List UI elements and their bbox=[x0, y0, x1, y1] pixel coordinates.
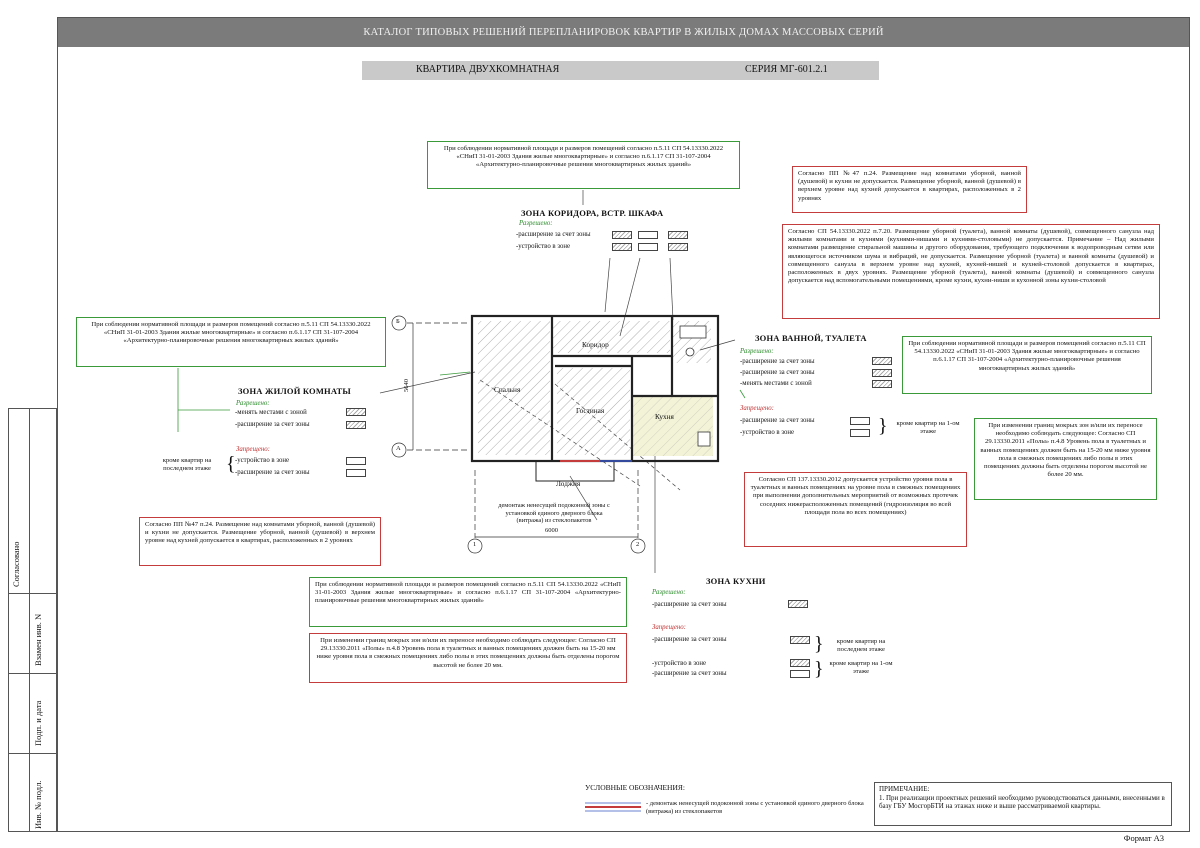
room-kitchen: Кухня bbox=[655, 412, 674, 421]
series-label: СЕРИЯ МГ-601.2.1 bbox=[745, 64, 828, 75]
plan-callout: демонтаж ненесущей подоконной зоны с установкой единого дверного блока (витража) из стеклопакетов bbox=[498, 502, 610, 525]
corridor-hatch bbox=[552, 321, 670, 353]
zone-corridor-row-1: -расширение за счет зоны bbox=[516, 231, 591, 238]
note-left-red: Согласно ПП №47 п.24. Размещение над комнатами уборной, ванной (душевой) и кухни не допускается. Размещение уборной, ванной (душевой) в верхнем уровне над кухней допускается в квартирах, расположенных в 2 уровнях bbox=[139, 517, 381, 566]
note-right-green: При соблюдении нормативной площади и размеров помещений согласно п.5.11 СП 54.13330.2022 «СНиП 31-01-2003 Здания жилые многоквартирные» и согласно п.6.1.17 СП 31-107-2004 «Архитектурно-планировочные решения многоквартирных жилых зданий» bbox=[902, 336, 1152, 394]
zone-living-title: ЗОНА ЖИЛОЙ КОМНАТЫ bbox=[238, 386, 351, 396]
banner-title: КАТАЛОГ ТИПОВЫХ РЕШЕНИЙ ПЕРЕПЛАНИРОВОК КВАРТИР В ЖИЛЫХ ДОМАХ МАССОВЫХ СЕРИЙ bbox=[363, 27, 884, 38]
note-bottom-green: При соблюдении нормативной площади и размеров помещений согласно п.5.11 СП 54.13330.2022 «СНиП 31-01-2003 Здания жилые многоквартирные» и согласно п.6.1.17 СП 31-107-2004 «Архитектурно-планировочные решения многоквартирных жилых зданий» bbox=[309, 577, 627, 627]
axis-1: 1 bbox=[473, 541, 477, 548]
zone-bath-frow-1: -расширение за счет зоны bbox=[740, 417, 815, 424]
tb-sign: Подп. и дата bbox=[33, 700, 43, 746]
zone-corridor-allowed: Разрешено: bbox=[519, 220, 553, 227]
room-loggia: Лоджия bbox=[556, 479, 581, 488]
bathtub bbox=[680, 326, 706, 338]
room-living: Гостиная bbox=[576, 406, 605, 415]
zone-corridor-title: ЗОНА КОРИДОРА, ВСТР. ШКАФА bbox=[521, 208, 664, 218]
zone-kitchen-forbidden: Запрещено: bbox=[652, 624, 686, 631]
note-bottom-red: При изменении границ мокрых зон и/или их переносе необходимо соблюдать следующее: Согласно СП 29.13330.2011 «Полы» п.4.8 Уровень пола в туалетных и ванных помещениях должен быть на 15-20 мм ниже уровня пола в смежных помещениях либо полы в этих помещениях должны быть отделены порогом высотой не более 20 мм. bbox=[309, 633, 627, 683]
legend-text: - демонтаж ненесущей подоконной зоны с установкой единого дверного блока (витража) из стеклопакетов bbox=[646, 800, 864, 815]
zone-bath-forbidden: Запрещено: bbox=[740, 405, 774, 412]
zone-bath-row-1: -расширение за счет зоны bbox=[740, 358, 815, 365]
format-label: Формат А3 bbox=[1123, 833, 1164, 843]
loggia bbox=[536, 461, 614, 481]
brace: } bbox=[814, 658, 824, 680]
note-right-green-2: При изменении границ мокрых зон и/или их переносе необходимо соблюдать следующее: Согласно СП 29.13330.2011 «Полы» п.4.8 Уровень пола в туалетных и ванных помещениях должен быть на 15-20 мм ниже уровня пола в смежных помещениях либо полы в этих помещениях должны быть отделены порогом высотой не более 20 мм. bbox=[974, 418, 1157, 500]
brace: { bbox=[226, 453, 236, 475]
zone-kitchen-frow-2: -устройство в зоне bbox=[652, 660, 707, 667]
tb-replace: Взамен инв. N bbox=[33, 613, 43, 666]
remark-title: ПРИМЕЧАНИЕ: bbox=[879, 785, 930, 793]
zone-bath-row-3: -менять местами с зоной bbox=[740, 380, 812, 387]
note-top-right-1: Согласно ПП №47 п.24. Размещение над комнатами уборной, ванной (душевой) и кухни не допускается. Размещение уборной, ванной (душевой) в верхнем уровне над кухней допускается в квартирах, расположенных в 2 уровнях bbox=[792, 166, 1027, 213]
tb-agreed: Согласовано bbox=[11, 541, 21, 587]
tb-inv: Инв. № подл. bbox=[33, 780, 43, 829]
zone-kitchen-frow-3: -расширение за счет зоны bbox=[652, 670, 727, 677]
zone-living-row-1: -менять местами с зоной bbox=[235, 409, 307, 416]
note-top-right-2: Согласно СП 54.13330.2022 п.7.20. Размещение уборной (туалета), ванной комнаты (душевой), совмещенного санузла над жилыми комнатами и кухнями (кухнями-нишами и кухнями-столовыми) не допускается. Примечание – Над жилыми комнатами размещение стиральной машины и другого оборудования, требующего подключения к водопроводным сетям или являющегося источником шума и вибраций, не допускается. Размещение уборной (туалета) и ванной комнаты (душевой) и совмещенного санузла в верхнем уровне над кухней, кухней-нишей и кухней-столовой допускается в квартирах, расположенных в двух уровнях. Размещение уборной (туалета), ванной комнаты (душевой) и совмещенного санузла допускается над вспомогательными помещениями, кроме кухни, кухни-ниши и кухонной зоны кухни-столовой bbox=[782, 224, 1160, 319]
axis-2: 2 bbox=[636, 541, 640, 548]
dim-vertical: 5640 bbox=[403, 379, 410, 392]
zone-bath-row-2: -расширение за счет зоны bbox=[740, 369, 815, 376]
stove bbox=[698, 432, 710, 446]
zone-living-row-2: -расширение за счет зоны bbox=[235, 421, 310, 428]
zone-living-frow-1: -устройство в зоне bbox=[235, 457, 290, 464]
zone-bath-allowed: Разрешено: bbox=[740, 348, 774, 355]
zone-kitchen-title: ЗОНА КУХНИ bbox=[706, 576, 766, 586]
remark-text: 1. При реализации проектных решений необходимо руководствоваться данными, внесенными в базу ГБУ МосгорБТИ на этажах ниже и выше рассматриваемой квартиры. bbox=[879, 793, 1165, 811]
note-right-red: Согласно СП 137.13330.2012 допускается устройство уровня пола в туалетных и ванных помещениях на уровне пола в смежных помещениях при выполнении дополнительных мероприятий от возможных протечек соседних нижерасположенных помещений (гидроизоляция во всей площади пола во всех помещениях) bbox=[744, 472, 967, 547]
legend-title: УСЛОВНЫЕ ОБОЗНАЧЕНИЯ: bbox=[585, 783, 685, 792]
zone-living-frow-2: -расширение за счет зоны bbox=[235, 469, 310, 476]
zone-corridor-row-2: -устройство в зоне bbox=[516, 243, 571, 250]
zone-bath-title: ЗОНА ВАННОЙ, ТУАЛЕТА bbox=[755, 333, 867, 343]
brace: } bbox=[878, 415, 888, 437]
zone-living-forbidden: Запрещено: bbox=[236, 446, 270, 453]
zone-kitchen-row-1: -расширение за счет зоны bbox=[652, 601, 727, 608]
remark-box bbox=[874, 782, 1172, 826]
note-top-center: При соблюдении нормативной площади и размеров помещений согласно п.5.11 СП 54.13330.2022 «СНиП 31-01-2003 Здания жилые многоквартирные» и согласно п.6.1.17 СП 31-107-2004 «Архитектурно-планировочные решения многоквартирных жилых зданий» bbox=[427, 141, 740, 189]
apartment-type: КВАРТИРА ДВУХКОМНАТНАЯ bbox=[416, 64, 560, 75]
zone-kitchen-side-1: кроме квартир на последнем этаже bbox=[836, 638, 886, 653]
zone-bath-frow-2: -устройство в зоне bbox=[740, 429, 795, 436]
room-bedroom: Спальня bbox=[494, 385, 521, 394]
dim-horizontal: 6000 bbox=[545, 527, 558, 534]
note-left-green: При соблюдении нормативной площади и размеров помещений согласно п.5.11 СП 54.13330.2022 «СНиП 31-01-2003 Здания жилые многоквартирные» и согласно п.6.1.17 СП 31-107-2004 «Архитектурно-планировочные решения многоквартирных жилых зданий» bbox=[76, 317, 386, 367]
zone-living-allowed: Разрешено: bbox=[236, 400, 270, 407]
axis-b: Б bbox=[396, 318, 400, 325]
zone-kitchen-side-2: кроме квартир на 1-ом этаже bbox=[829, 660, 893, 675]
zone-bath-side: кроме квартир на 1-ом этаже bbox=[896, 420, 960, 435]
room-corridor: Коридор bbox=[582, 340, 609, 349]
zone-living-side: кроме квартир на последнем этаже bbox=[162, 457, 212, 472]
legend-symbol bbox=[583, 798, 643, 816]
brace: } bbox=[814, 633, 824, 655]
zone-kitchen-allowed: Разрешено: bbox=[652, 589, 686, 596]
axis-a: А bbox=[396, 445, 401, 452]
zone-kitchen-frow-1: -расширение за счет зоны bbox=[652, 636, 727, 643]
